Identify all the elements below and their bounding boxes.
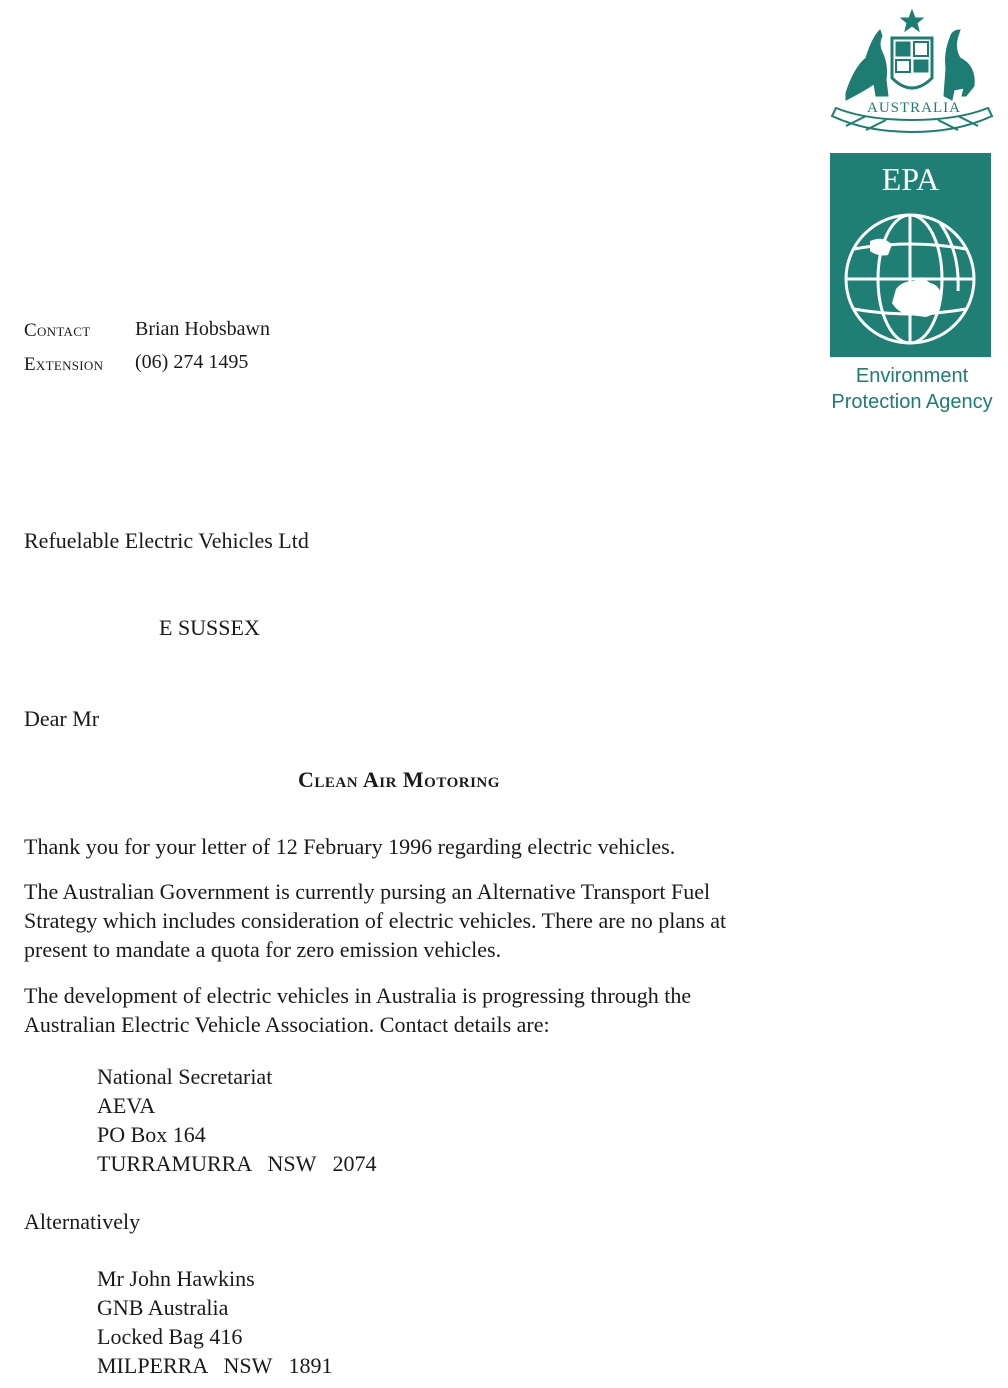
extension-label: Extension (24, 354, 104, 375)
contact-value: Brian Hobsbawn (135, 318, 270, 340)
address-line: Locked Bag 416 (97, 1324, 243, 1349)
address-line: AEVA (97, 1093, 156, 1118)
recipient-company: Refuelable Electric Vehicles Ltd (24, 528, 309, 553)
recipient-county: E SUSSEX (159, 615, 260, 640)
paragraph-3 (24, 981, 854, 1039)
epa-logo (830, 153, 991, 357)
address-line: MILPERRA NSW 1891 (97, 1353, 333, 1378)
paragraph-2-line-3: present to mandate a quota for zero emission vehicles. (24, 937, 502, 962)
globe-icon (840, 201, 981, 351)
salutation: Dear Mr (24, 706, 100, 731)
address-line: Mr John Hawkins (97, 1266, 255, 1291)
agency-name-line1: Environment (855, 365, 969, 387)
paragraph-2-line-1: The Australian Government is currently pursing an Alternative Transport Fuel (24, 879, 711, 904)
alternatively-label: Alternatively (24, 1209, 141, 1234)
address-line: National Secretariat (97, 1064, 273, 1089)
paragraph-3-line-1: The development of electric vehicles in Australia is progressing through the (24, 983, 692, 1008)
epa-title: EPA (881, 161, 940, 197)
paragraph-2-line-2: Strategy which includes consideration of electric vehicles. There are no plans at (24, 908, 727, 933)
address-block-gnb (97, 1264, 333, 1380)
paragraph-3-line-2: Australian Electric Vehicle Association. Contact details are: (24, 1012, 550, 1037)
address-line: PO Box 164 (97, 1122, 206, 1147)
address-line: GNB Australia (97, 1295, 229, 1320)
address-block-aeva (97, 1062, 377, 1178)
agency-name-line2: Protection Agency (831, 391, 993, 413)
subject-heading: Clean Air Motoring (298, 767, 500, 792)
paragraph-1-line: Thank you for your letter of 12 February 1996 regarding electric vehicles. (24, 834, 676, 859)
paragraph-2 (24, 877, 854, 964)
address-line: TURRAMURRA NSW 2074 (97, 1151, 377, 1176)
contact-label: Contact (24, 320, 91, 341)
extension-value: (06) 274 1495 (135, 351, 249, 373)
crest-label: AUSTRALIA (867, 100, 961, 116)
paragraph-1 (24, 832, 854, 861)
